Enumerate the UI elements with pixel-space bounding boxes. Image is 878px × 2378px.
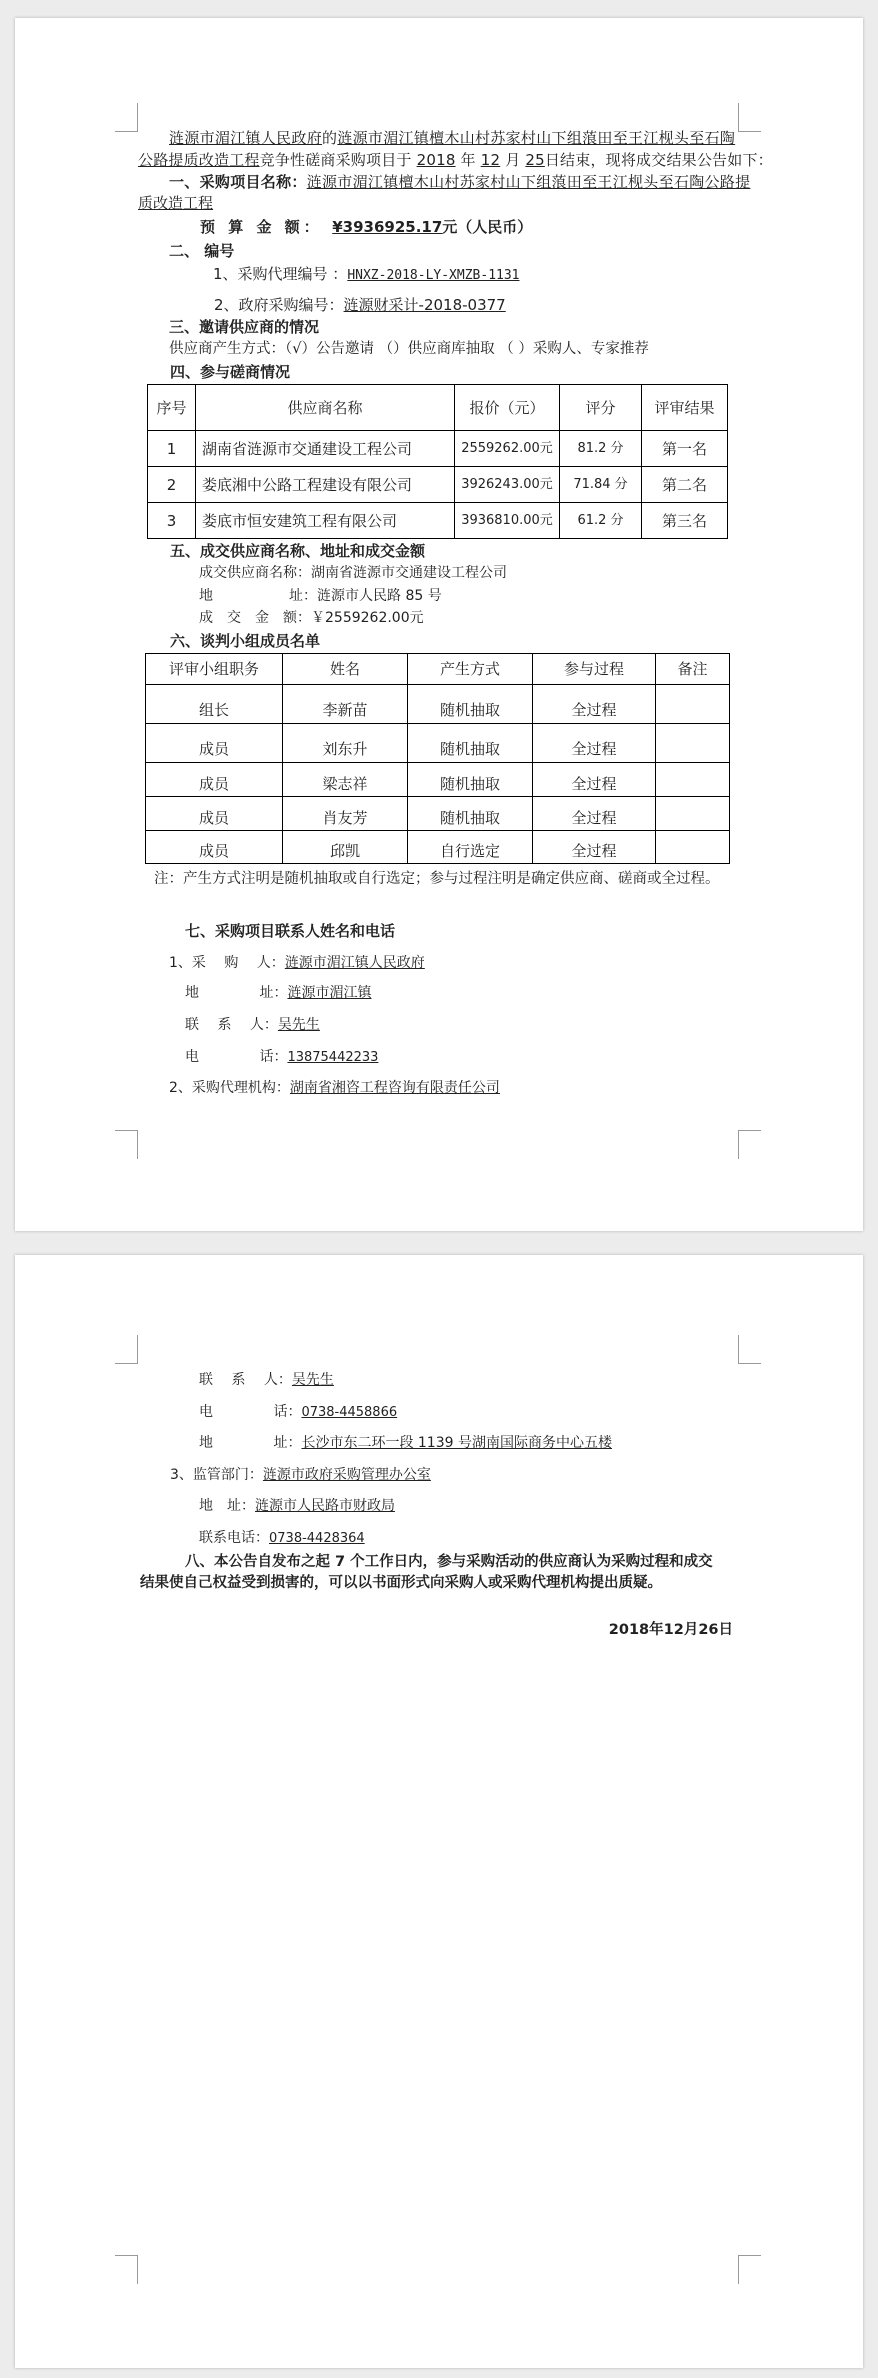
table-cell: 娄底市恒安建筑工程有限公司 (196, 503, 455, 539)
winner-name: 成交供应商名称：湖南省涟源市交通建设工程公司 (199, 565, 507, 581)
gov-number-label: 2、政府采购编号： (214, 296, 344, 314)
phone-value: 0738-4428364 (269, 1531, 365, 1546)
project-name-cont: 公路提质改造工程 (138, 151, 260, 169)
buyer-address-line (185, 984, 371, 1002)
intro-line-1 (169, 129, 735, 147)
section-heading: 五、成交供应商名称、地址和成交金额 (170, 542, 426, 560)
table-note: 注：产生方式注明是随机抽取或自行选定；参与过程注明是确定供应商、磋商或全过程。 (154, 871, 720, 887)
table-cell: 随机抽取 (408, 685, 533, 724)
column-header: 评分 (560, 385, 642, 431)
objection-notice-line-2: 结果使自己权益受到损害的，可以以书面形式向采购人或采购代理机构提出质疑。 (140, 1575, 662, 1591)
table-cell: 肖友芳 (283, 797, 408, 831)
section-heading: 六、谈判小组成员名单 (170, 632, 321, 650)
table-cell: 随机抽取 (408, 724, 533, 763)
table-cell: 娄底湘中公路工程建设有限公司 (196, 467, 455, 503)
table-cell: 71.84 分 (560, 467, 642, 503)
margin-corner-mark (115, 1130, 138, 1159)
table-cell (656, 831, 730, 864)
address-label: 地 址： (199, 1498, 255, 1514)
section-heading: 一、采购项目名称： (169, 173, 307, 191)
margin-corner-mark (115, 1335, 138, 1364)
table-cell (656, 797, 730, 831)
column-header: 评审结果 (642, 385, 728, 431)
table-row (146, 685, 730, 724)
supervisor-value: 涟源市政府采购管理办公室 (262, 1467, 431, 1483)
table-cell: 随机抽取 (408, 763, 533, 797)
intro-text: 日结束，现将成交结果公告如下： (544, 151, 773, 169)
section-heading: 七、采购项目联系人姓名和电话 (185, 922, 396, 940)
table-cell: 成员 (146, 763, 283, 797)
table-cell: 随机抽取 (408, 797, 533, 831)
table-cell: 全过程 (533, 685, 656, 724)
gov-number-line (214, 296, 506, 314)
margin-corner-mark (738, 1335, 761, 1364)
margin-corner-mark (738, 2255, 761, 2284)
margin-corner-mark (115, 103, 138, 132)
intro-text: 竞争性磋商采购项目于 (259, 151, 412, 169)
column-header: 备注 (656, 654, 730, 685)
supplier-method: 供应商产生方式：（√）公告邀请 （）供应商库抽取 （ ）采购人、专家推荐 (169, 341, 649, 357)
agency-line (169, 1079, 500, 1097)
end-day: 25 (525, 151, 545, 169)
contact-value: 吴先生 (291, 1372, 334, 1388)
section-heading: 四、参与磋商情况 (170, 363, 291, 381)
phone-value: 13875442233 (287, 1050, 379, 1065)
table-cell: 全过程 (533, 831, 656, 864)
column-header: 序号 (148, 385, 196, 431)
table-cell: 李新苗 (283, 685, 408, 724)
margin-corner-mark (738, 103, 761, 132)
winner-amount: 成 交 金 额：￥2559262.00元 (199, 610, 424, 626)
buyer-value: 涟源市湄江镇人民政府 (284, 955, 425, 971)
intro-text: 的 (322, 129, 338, 147)
supervisor-phone-line (199, 1529, 365, 1548)
column-header: 报价（元） (455, 385, 560, 431)
budget-line (200, 218, 532, 236)
supervisor-line (170, 1466, 431, 1484)
table-cell: 3926243.00元 (455, 467, 560, 503)
margin-corner-mark (115, 2255, 138, 2284)
buyer-name: 涟源市湄江镇人民政府 (169, 129, 323, 147)
project-name: 涟源市湄江镇檀木山村苏家村山下组蒗田至王江枧头至石陶 (337, 129, 736, 147)
table-cell: 全过程 (533, 763, 656, 797)
address-value: 涟源市人民路市财政局 (255, 1498, 395, 1514)
column-header: 产生方式 (408, 654, 533, 685)
contact-label: 联 系 人： (185, 1017, 278, 1033)
project-name-value: 涟源市湄江镇檀木山村苏家村山下组蒗田至王江枧头至石陶公路提 (306, 173, 751, 191)
gov-number-value: 涟源财采计-2018-0377 (343, 296, 506, 314)
table-cell: 梁志祥 (283, 763, 408, 797)
table-cell (656, 763, 730, 797)
table-cell: 第二名 (642, 467, 728, 503)
panel-members-table (145, 653, 730, 864)
end-month: 12 (480, 151, 501, 169)
end-year: 2018 (416, 151, 456, 169)
phone-label: 电 话： (185, 1049, 288, 1065)
table-cell: 邱凯 (283, 831, 408, 864)
buyer-contact-line (185, 1016, 320, 1034)
intro-line-2 (138, 151, 773, 169)
agency-label: 2、采购代理机构： (169, 1080, 290, 1096)
intro-text: 月 (505, 151, 521, 169)
table-cell: 湖南省涟源市交通建设工程公司 (196, 431, 455, 467)
column-header: 参与过程 (533, 654, 656, 685)
table-row (148, 503, 728, 539)
table-cell: 成员 (146, 831, 283, 864)
budget-label: 预 算 金 额： (200, 218, 323, 236)
agency-value: 湖南省湘咨工程咨询有限责任公司 (289, 1080, 500, 1096)
contact-value: 吴先生 (277, 1017, 320, 1033)
agent-number-label: 1、采购代理编号 ： (213, 265, 348, 283)
table-header-row (148, 385, 728, 431)
table-cell: 全过程 (533, 724, 656, 763)
agency-phone-line (199, 1403, 397, 1422)
table-cell: 自行选定 (408, 831, 533, 864)
table-cell: 成员 (146, 797, 283, 831)
column-header: 评审小组职务 (146, 654, 283, 685)
project-name-line (169, 173, 750, 191)
table-cell: 3936810.00元 (455, 503, 560, 539)
table-row (146, 724, 730, 763)
table-cell: 81.2 分 (560, 431, 642, 467)
table-cell: 3 (148, 503, 196, 539)
buyer-phone-line (185, 1048, 378, 1067)
supervisor-address-line (199, 1497, 395, 1515)
intro-text: 年 (460, 151, 476, 169)
margin-corner-mark (738, 1130, 761, 1159)
phone-label: 电 话： (199, 1404, 302, 1420)
table-cell: 刘东升 (283, 724, 408, 763)
address-label: 地 址： (199, 1435, 302, 1451)
table-row (146, 831, 730, 864)
column-header: 供应商名称 (196, 385, 455, 431)
winner-address (199, 587, 442, 605)
table-row (148, 467, 728, 503)
agency-address-line (199, 1434, 612, 1452)
table-cell (656, 685, 730, 724)
section-heading: 二、 编号 (169, 242, 235, 260)
table-cell: 1 (148, 431, 196, 467)
agency-contact-line (199, 1371, 334, 1389)
table-row (146, 763, 730, 797)
address-value: 涟源市湄江镇 (287, 985, 372, 1001)
contact-label: 联 系 人： (199, 1372, 292, 1388)
agent-number-line (213, 265, 520, 285)
buyer-label: 1、采 购 人： (169, 955, 285, 971)
table-cell: 61.2 分 (560, 503, 642, 539)
column-header: 姓名 (283, 654, 408, 685)
address-value: 址：涟源市人民路 85 号 (289, 588, 442, 604)
table-cell: 第三名 (642, 503, 728, 539)
table-row (146, 797, 730, 831)
project-name-value-cont: 质改造工程 (138, 194, 214, 212)
table-cell: 全过程 (533, 797, 656, 831)
table-cell: 2 (148, 467, 196, 503)
address-label: 地 (199, 588, 213, 604)
document-page-2 (15, 1255, 863, 2368)
phone-value: 0738-4458866 (301, 1405, 398, 1420)
table-cell: 第一名 (642, 431, 728, 467)
address-label: 地 址： (185, 985, 288, 1001)
table-cell: 成员 (146, 724, 283, 763)
budget-value: ¥3936925.17 (332, 218, 443, 236)
supervisor-label: 3、监管部门： (170, 1467, 263, 1483)
buyer-line (169, 954, 425, 972)
bidders-table (147, 384, 728, 539)
address-value: 长沙市东二环一段 1139 号湖南国际商务中心五楼 (301, 1435, 612, 1451)
table-cell: 组长 (146, 685, 283, 724)
budget-unit: 元（人民币） (442, 218, 533, 236)
objection-notice-line-1: 八、本公告自发布之起 7 个工作日内，参与采购活动的供应商认为采购过程和成交 (185, 1554, 713, 1570)
table-cell (656, 724, 730, 763)
table-header-row (146, 654, 730, 685)
table-row (148, 431, 728, 467)
agent-number-value: HNXZ-2018-LY-XMZB-1131 (347, 268, 520, 283)
section-heading: 三、邀请供应商的情况 (169, 318, 320, 336)
phone-label: 联系电话： (199, 1530, 269, 1546)
notice-date: 2018年12月26日 (608, 1622, 733, 1638)
table-cell: 2559262.00元 (455, 431, 560, 467)
